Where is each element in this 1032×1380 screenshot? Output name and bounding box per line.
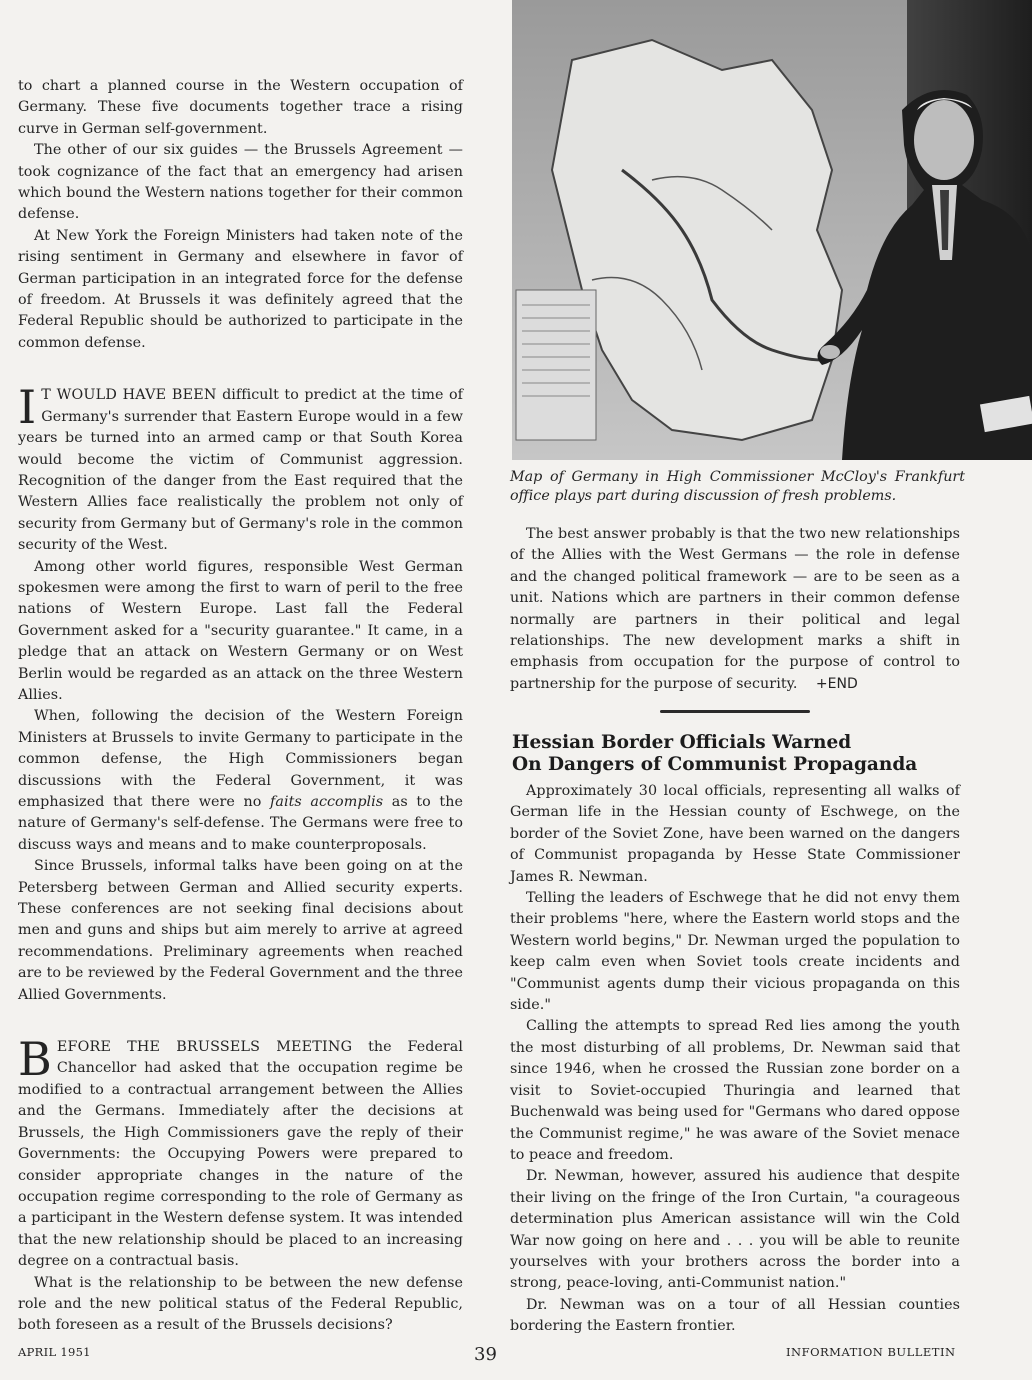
para3-before: When, following the decision of the Western Foreign Ministers at Brussels to invite Germany to participate in the common defense, the High Commissioners began discussions with the Federal Government, it was emphasized that there were no <box>18 708 463 810</box>
article-paragraph-3: Calling the attempts to spread Red lies among the youth the most disturbing of all problems, Dr. Newman said that since 1946, when he crossed the Russian zone border on a visit to Soviet-occupied Thuringia and learned that Buchenwald was being used for "Germans who dared oppose the Communist regime," he was aware of the Soviet menace to peace and freedom. <box>510 1018 960 1163</box>
answer-paragraph <box>510 524 960 695</box>
section-security <box>18 380 463 1006</box>
photo-illustration <box>512 0 1032 460</box>
footer-publication: INFORMATION BULLETIN <box>786 1345 956 1359</box>
section-brussels-first-rest: the Federal Chancellor had asked that the occupation regime be modified to a contractual arrangement between the Allies and the Germans. Immediately after the decisions at Brussels, the High Commissioners gave the reply of their Governments: the Occupying Powers were prepared to consider appropriate changes in the nature of the occupation regime corresponding to the role of Germany as a participant in the Western defense system. It was intended that the new relationship should be placed to an increasing degree on a contractual basis. <box>18 1039 463 1270</box>
para3-italic: faits accomplis <box>270 794 384 810</box>
section-divider <box>660 710 810 713</box>
left-column <box>18 76 463 1337</box>
dropcap-i: I <box>18 380 37 435</box>
section-security-first-paragraph <box>18 380 463 556</box>
right-column <box>510 524 960 695</box>
article-headline <box>512 732 962 776</box>
headline-line-2: On Dangers of Communist Propaganda <box>512 754 918 775</box>
para3-after: as to the nature of Germany's self-defense. The Germans were free to discuss ways and means and to make counterproposals. <box>18 794 463 853</box>
intro-paragraph-2: The other of our six guides — the Brussels Agreement — took cognizance of the fact that an emergency had arisen which bound the Western nations together for their common defense. <box>18 142 463 223</box>
article-paragraph-1: Approximately 30 local officials, representing all walks of German life in the Hessian county of Eschwege, on the border of the Soviet Zone, have been warned on the dangers of Communist propaganda by Hesse State Commissioner James R. Newman. <box>510 783 960 885</box>
article-paragraph-4: Dr. Newman, however, assured his audience that despite their living on the fringe of the Iron Curtain, "a courageous determination plus American assistance will win the Cold War now going on here and . . . you will be able to reunite yourselves with your brothers across the border into a strong, peace-loving, anti-Communist nation." <box>510 1168 960 1292</box>
article-body <box>510 781 960 1338</box>
footer-date: APRIL 1951 <box>18 1345 91 1359</box>
section-brussels-first-paragraph <box>18 1032 463 1272</box>
dropcap-b: B <box>18 1032 52 1087</box>
intro-paragraph-3: At New York the Foreign Ministers had taken note of the rising sentiment in Germany and elsewhere in favor of German participation in an integrated force for the defense of freedom. At Brussels it was definitely agreed that the Federal Republic should be authorized to participate in the common defense. <box>18 227 463 351</box>
end-mark: +END <box>815 675 858 692</box>
section-brussels-lead: EFORE THE BRUSSELS MEETING <box>56 1039 353 1056</box>
section-brussels <box>18 1032 463 1337</box>
headline-line-1: Hessian Border Officials Warned <box>512 732 852 753</box>
section-security-lead: T WOULD HAVE BEEN <box>41 387 217 404</box>
section-security-paragraph-3 <box>18 706 463 856</box>
page-number: 39 <box>474 1344 497 1365</box>
article-paragraph-5: Dr. Newman was on a tour of all Hessian counties bordering the Eastern frontier. <box>510 1296 960 1335</box>
photo-mccloy-map <box>512 0 1032 460</box>
intro-paragraph-1: to chart a planned course in the Western occupation of Germany. These five documents together trace a rising curve in German self-government. <box>18 78 463 137</box>
section-brussels-paragraph-2: What is the relationship to be between the new defense role and the new political status of the Federal Republic, both foreseen as a result of the Brussels decisions? <box>18 1274 463 1334</box>
article-paragraph-2: Telling the leaders of Eschwege that he did not envy them their problems "here, where the Eastern world stops and the Western world begins," Dr. Newman urged the population to keep calm even when Soviet tools create incidents and "Communist agents dump their vicious propaganda on this side." <box>510 890 960 1014</box>
answer-paragraph-text: The best answer probably is that the two new relationships of the Allies with the West Germans — the role in defense and the changed political framework — are to be seen as a unit. Nations which are partners in their common defense normally are partners in their political and legal relationships. The new development marks a shift in emphasis from occupation for the purpose of control to partnership for the purpose of security. <box>510 526 960 692</box>
section-security-first-rest: difficult to predict at the time of Germany's surrender that Eastern Europe would in a few years be turned into an armed camp or that South Korea would become the victim of Communist aggression. Recognition of the danger from the East required that the Western Allies face realistically the problem not only of security from Germany but of Germany's role in the common security of the West. <box>18 387 463 554</box>
section-security-paragraph-4: Since Brussels, informal talks have been going on at the Petersberg between German and Allied security experts. These conferences are not seeking final decisions about men and guns and ships but aim merely to arrive at agreed recommendations. Preliminary agreements when reached are to be reviewed by the Federal Government and the three Allied Governments. <box>18 858 463 1003</box>
section-security-paragraph-2: Among other world figures, responsible West German spokesmen were among the first to warn of peril to the free nations of Western Europe. Last fall the Federal Government asked for a "security guarantee." It came, in a pledge that an attack on Western Germany or on West Berlin would be regarded as an attack on the three Western Allies. <box>18 558 463 703</box>
photo-caption: Map of Germany in High Commissioner McCloy's Frankfurt office plays part during discussion of fresh problems. <box>510 469 965 504</box>
